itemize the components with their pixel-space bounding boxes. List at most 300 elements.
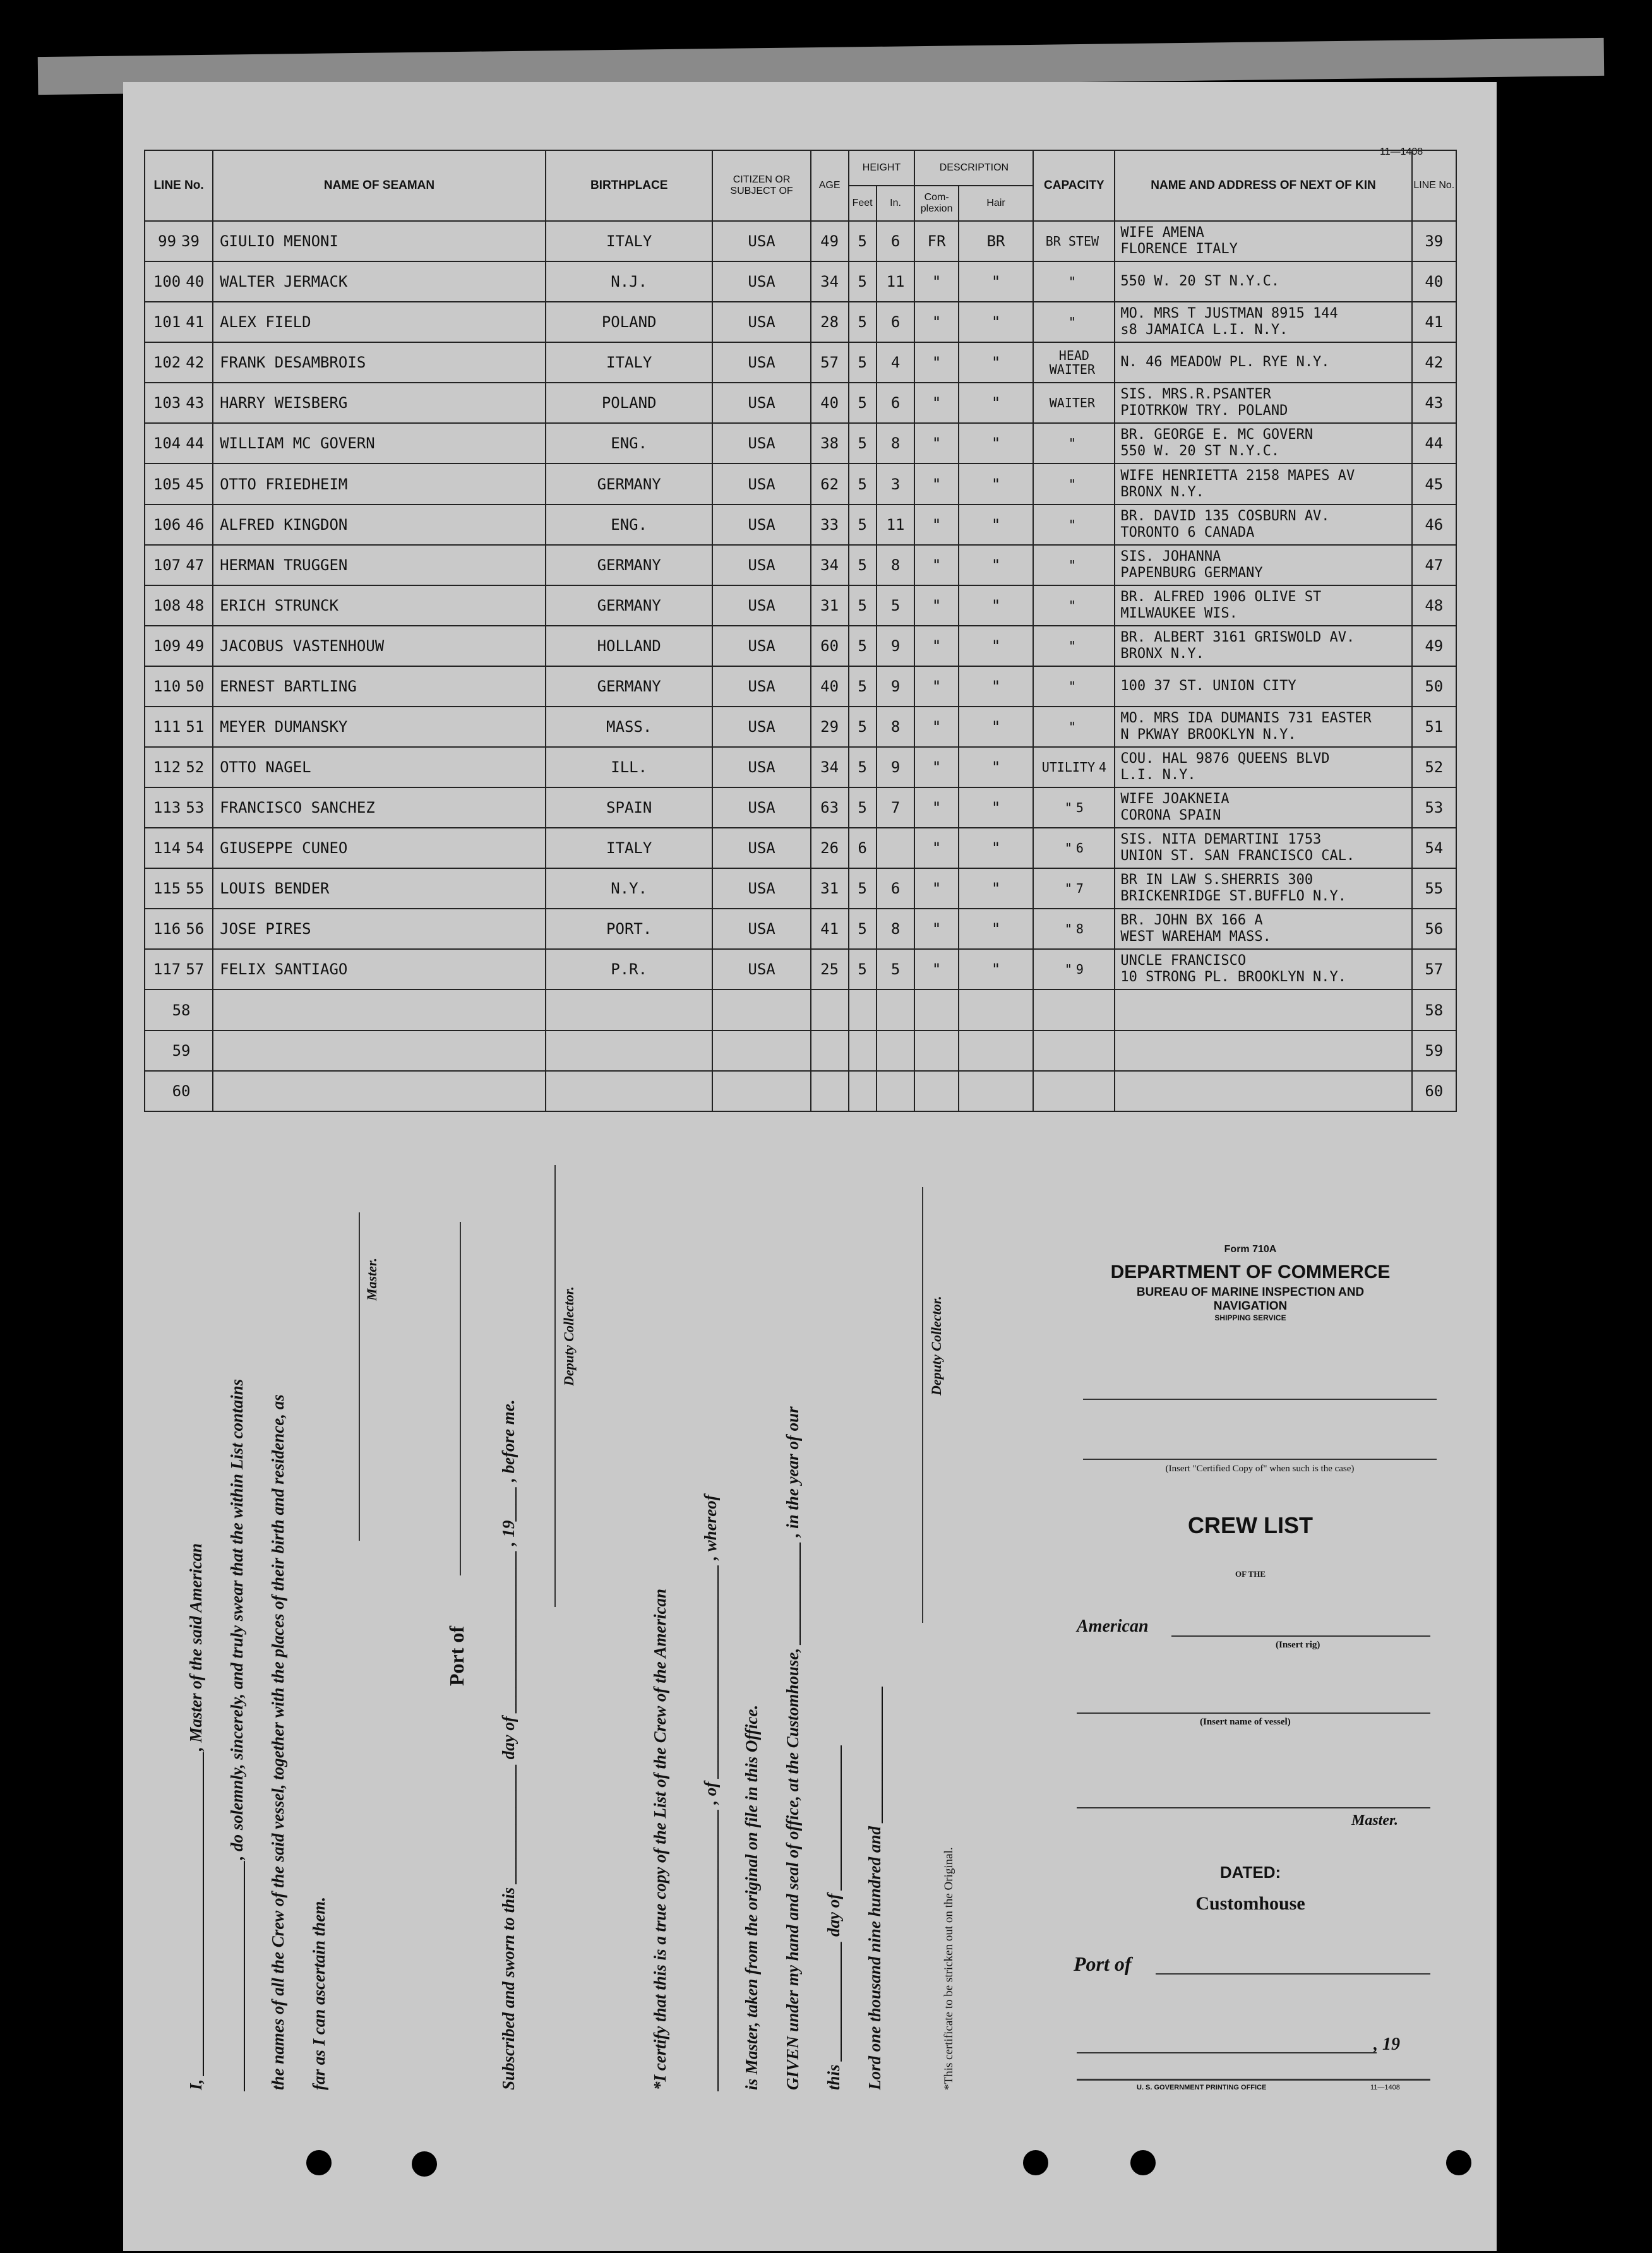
line-no-right-cell: 55 [1412,868,1456,909]
kin-line-1: BR IN LAW S.SHERRIS 300 [1120,872,1314,888]
cover-insert-vessel: (Insert name of vessel) [1200,1717,1291,1727]
crew-row [145,342,1456,383]
inches-cell: 5 [877,949,915,989]
col-citizen: CITIZEN OR SUBJECT OF [712,150,810,221]
inches-cell: 11 [877,261,915,302]
oath-subscribed: Subscribed and sworn to this ______________ day of ___________________ , 19____ , before me. [499,1399,518,2090]
name-cell: HARRY WEISBERG [213,383,546,423]
citizen-cell: USA [712,261,810,302]
sequence-number: 111 [153,717,181,736]
capacity-cell [1033,423,1115,463]
line-number: 49 [186,636,205,655]
cert-line-5: this ______________ day of _________________ [824,1744,843,2090]
line-number: 43 [186,394,205,412]
capacity-text: " [1068,314,1076,330]
age-cell [811,1031,849,1071]
name-cell: HERMAN TRUGGEN [213,545,546,585]
complexion-cell: " [914,423,958,463]
line-no-cell [145,949,213,989]
line-no-cell [145,302,213,342]
kin-line-1: COU. HAL 9876 QUEENS BLVD [1120,751,1330,767]
cover-vessel-line [1077,1712,1430,1714]
capacity-text: " [1068,638,1076,654]
kin-line-2: N PKWAY BROOKLYN N.Y. [1120,726,1296,743]
cover-service: SHIPPING SERVICE [1214,1313,1286,1322]
cert-deputy-label: Deputy Collector. [928,1296,944,1395]
line-no-right-cell: 52 [1412,747,1456,787]
feet-cell: 5 [849,949,877,989]
name-cell: WILLIAM MC GOVERN [213,423,546,463]
sequence-number: 109 [153,636,181,655]
cert-footnote: *This certificate to be stricken out on the Original. [942,1847,955,2090]
age-cell: 49 [811,221,849,261]
punch-hole [1130,2150,1156,2175]
cover-of-the: OF THE [1235,1569,1266,1579]
complexion-cell: " [914,342,958,383]
kin-cell [1115,787,1411,828]
line-no-cell [145,909,213,949]
hair-cell: " [959,505,1034,545]
tally-mark: 8 [1075,921,1084,937]
line-number: 41 [186,313,205,332]
inches-cell: 4 [877,342,915,383]
kin-line-2: N. 46 MEADOW PL. RYE N.Y. [1120,354,1330,371]
kin-cell [1115,585,1411,626]
line-number: 56 [186,920,205,938]
feet-cell: 5 [849,626,877,666]
citizen-cell: USA [712,383,810,423]
hair-cell: " [959,666,1034,707]
sequence-number: 104 [153,434,181,453]
age-cell: 40 [811,383,849,423]
kin-line-2: UNION ST. SAN FRANCISCO CAL. [1120,848,1355,864]
sequence-number: 116 [153,920,181,938]
inches-cell: 6 [877,383,915,423]
birthplace-cell: PORT. [546,909,712,949]
capacity-text: " [1064,921,1072,937]
line-no-cell [145,868,213,909]
col-complexion: Com- plexion [914,186,958,221]
line-number: 55 [186,880,205,898]
age-cell: 62 [811,463,849,504]
line-no-cell [145,666,213,707]
sequence-number: 106 [153,515,181,534]
col-hair: Hair [959,186,1034,221]
crew-row [145,261,1456,302]
age-cell: 31 [811,585,849,626]
capacity-cell [1033,828,1115,868]
cover-bureau: BUREAU OF MARINE INSPECTION AND NAVIGATION [1136,1286,1365,1313]
punch-hole [412,2151,437,2177]
kin-line-1: BR. JOHN BX 166 A [1120,912,1263,929]
cert-line-6: Lord one thousand nine hundred and ________________ [865,1685,884,2090]
line-no-right-cell: 51 [1412,707,1456,747]
kin-cell [1115,989,1411,1030]
feet-cell: 5 [849,747,877,787]
capacity-cell [1033,585,1115,626]
cover-master-label: Master. [1351,1812,1399,1829]
cover-port-line [1156,1973,1430,1975]
kin-line-1: WIFE JOAKNEIA [1120,791,1230,808]
cover-bottom-rule [1077,2079,1430,2081]
punch-hole [1023,2150,1048,2175]
name-cell [213,989,546,1030]
age-cell: 25 [811,949,849,989]
feet-cell: 5 [849,383,877,423]
capacity-cell [1033,221,1115,261]
crew-row [145,666,1456,707]
inches-cell: 8 [877,707,915,747]
feet-cell: 5 [849,787,877,828]
line-no-right-cell: 56 [1412,909,1456,949]
kin-line-1: SIS. NITA DEMARTINI 1753 [1120,832,1322,848]
birthplace-cell: ENG. [546,423,712,463]
capacity-text: HEAD WAITER [1049,348,1095,378]
sequence-number: 117 [153,960,181,979]
complexion-cell: FR [914,221,958,261]
feet-cell: 5 [849,545,877,585]
complexion-cell: " [914,909,958,949]
crew-row [145,868,1456,909]
col-line-no-right: LINE No. [1412,150,1456,221]
hair-cell: " [959,707,1034,747]
inches-cell: 9 [877,747,915,787]
citizen-cell: USA [712,949,810,989]
kin-cell [1115,1031,1411,1071]
line-no-cell [145,828,213,868]
line-number: 60 [172,1082,191,1100]
feet-cell [849,1031,877,1071]
tally-mark: 7 [1075,881,1084,897]
crew-row [145,1031,1456,1071]
kin-line-1: SIS. MRS.R.PSANTER [1120,386,1271,403]
oath-deputy-label: Deputy Collector. [561,1286,577,1386]
hair-cell: " [959,626,1034,666]
sequence-number: 108 [153,596,181,614]
col-capacity: CAPACITY [1033,150,1115,221]
deputy-signature-line-2 [922,1187,923,1623]
cover-port-label: Port of [1074,1952,1132,1975]
kin-line-2: MILWAUKEE WIS. [1120,605,1238,621]
capacity-text: " [1068,557,1076,573]
line-number: 50 [186,677,205,695]
sequence-number: 115 [153,880,181,898]
line-no-cell [145,1071,213,1111]
complexion-cell [914,1071,958,1111]
complexion-cell: " [914,828,958,868]
kin-line-1: WIFE HENRIETTA 2158 MAPES AV [1120,467,1355,484]
hair-cell: " [959,949,1034,989]
line-number: 57 [186,960,205,979]
inches-cell: 9 [877,626,915,666]
cover-printer: U. S. GOVERNMENT PRINTING OFFICE [1137,2084,1267,2091]
citizen-cell: USA [712,302,810,342]
port-line [460,1222,461,1575]
kin-cell [1115,221,1411,261]
cert-line-4: GIVEN under my hand and seal of office, at the Customhouse, ____________ , in the year of our [783,1406,802,2090]
crew-row [145,585,1456,626]
feet-cell: 6 [849,828,877,868]
kin-line-2: s8 JAMAICA L.I. N.Y. [1120,322,1288,338]
line-no-cell [145,261,213,302]
birthplace-cell: ITALY [546,828,712,868]
deputy-signature-line-1 [554,1165,556,1607]
master-signature-line [359,1212,360,1541]
sequence-number: 101 [153,313,181,332]
capacity-text: UTILITY [1041,760,1095,775]
kin-line-2: PAPENBURG GERMANY [1120,565,1263,581]
complexion-cell: " [914,868,958,909]
capacity-cell [1033,949,1115,989]
age-cell: 60 [811,626,849,666]
line-number: 44 [186,434,205,453]
complexion-cell: " [914,545,958,585]
feet-cell: 5 [849,585,877,626]
name-cell: ERNEST BARTLING [213,666,546,707]
crew-row [145,221,1456,261]
birthplace-cell: POLAND [546,302,712,342]
name-cell: FRANK DESAMBROIS [213,342,546,383]
capacity-cell [1033,463,1115,504]
crew-row [145,949,1456,989]
line-number: 54 [186,839,205,858]
col-name: NAME OF SEAMAN [213,150,546,221]
inches-cell: 11 [877,505,915,545]
capacity-cell [1033,1071,1115,1111]
name-cell: GIULIO MENONI [213,221,546,261]
citizen-cell: USA [712,221,810,261]
capacity-cell [1033,707,1115,747]
kin-line-1: BR. DAVID 135 COSBURN AV. [1120,508,1330,524]
cover-certified-note: (Insert "Certified Copy of" when such is the case) [1165,1464,1355,1474]
feet-cell: 5 [849,261,877,302]
crew-row [145,989,1456,1030]
feet-cell: 5 [849,666,877,707]
feet-cell: 5 [849,868,877,909]
line-no-right-cell: 40 [1412,261,1456,302]
sequence-number: 107 [153,556,181,574]
feet-cell: 5 [849,707,877,747]
birthplace-cell [546,989,712,1030]
birthplace-cell: P.R. [546,949,712,989]
line-no-cell [145,505,213,545]
hair-cell: BR [959,221,1034,261]
capacity-text: " [1064,800,1072,816]
cover-date-line [1077,2052,1377,2053]
tally-mark: 5 [1075,800,1084,816]
kin-line-2: WEST WAREHAM MASS. [1120,929,1271,945]
hair-cell: " [959,383,1034,423]
birthplace-cell: GERMANY [546,545,712,585]
feet-cell: 5 [849,423,877,463]
complexion-cell: " [914,261,958,302]
hair-cell: " [959,828,1034,868]
kin-line-2: CORONA SPAIN [1120,808,1221,824]
birthplace-cell: MASS. [546,707,712,747]
citizen-cell: USA [712,626,810,666]
age-cell: 29 [811,707,849,747]
kin-line-1: BR. ALFRED 1906 OLIVE ST [1120,589,1322,605]
name-cell: JACOBUS VASTENHOUW [213,626,546,666]
cover-panel [1074,1244,1427,1322]
sequence-number: 113 [153,799,181,817]
line-number: 47 [186,556,205,574]
name-cell: ERICH STRUNCK [213,585,546,626]
col-description: DESCRIPTION [914,150,1033,186]
name-cell: GIUSEPPE CUNEO [213,828,546,868]
line-number: 45 [186,475,205,493]
line-no-right-cell: 60 [1412,1071,1456,1111]
kin-line-2: 100 37 ST. UNION CITY [1120,678,1296,694]
hair-cell: " [959,342,1034,383]
capacity-cell [1033,545,1115,585]
age-cell: 57 [811,342,849,383]
feet-cell: 5 [849,342,877,383]
inches-cell [877,1071,915,1111]
name-cell: MEYER DUMANSKY [213,707,546,747]
tally-mark: 6 [1075,840,1084,856]
cover-rule-2 [1083,1459,1437,1460]
kin-cell [1115,707,1411,747]
complexion-cell: " [914,383,958,423]
kin-line-2: BRONX N.Y. [1120,484,1204,500]
cover-master-line [1077,1807,1430,1808]
inches-cell [877,1031,915,1071]
citizen-cell: USA [712,909,810,949]
hair-cell: " [959,747,1034,787]
cover-title: CREW LIST [1188,1512,1313,1538]
cover-rig-line [1171,1635,1430,1637]
line-number: 48 [186,596,205,614]
crew-row [145,626,1456,666]
cover-dated: DATED: [1219,1863,1281,1882]
citizen-cell [712,1071,810,1111]
hair-cell [959,1031,1034,1071]
kin-cell [1115,423,1411,463]
capacity-text: " [1068,436,1076,451]
line-no-right-cell: 45 [1412,463,1456,504]
line-no-cell [145,1031,213,1071]
complexion-cell: " [914,505,958,545]
kin-line-2: TORONTO 6 CANADA [1120,524,1255,541]
complexion-cell: " [914,302,958,342]
capacity-text: " [1068,678,1076,694]
birthplace-cell: ENG. [546,505,712,545]
oath-line-2: ___________________________, do solemnly, sincerely, and truly swear that the within List contains [227,1378,246,2090]
birthplace-cell: GERMANY [546,666,712,707]
crew-row [145,1071,1456,1111]
hair-cell: " [959,585,1034,626]
line-number: 59 [172,1041,191,1060]
tally-mark: 4 [1099,760,1107,775]
line-no-right-cell: 39 [1412,221,1456,261]
oath-line-3: the names of all the Crew of the said vessel, together with the places of their birth and residence, as [268,1394,287,2090]
kin-line-1: MO. MRS T JUSTMAN 8915 144 [1120,306,1338,322]
crew-row [145,383,1456,423]
line-no-cell [145,989,213,1030]
hair-cell: " [959,909,1034,949]
kin-cell [1115,1071,1411,1111]
kin-line-1: SIS. JOHANNA [1120,548,1221,565]
oath-line-4: far as I can ascertain them. [309,1896,328,2090]
kin-line-1: BR. ALBERT 3161 GRISWOLD AV. [1120,629,1355,645]
line-no-cell [145,545,213,585]
complexion-cell: " [914,747,958,787]
citizen-cell: USA [712,585,810,626]
line-no-right-cell: 48 [1412,585,1456,626]
crew-row [145,545,1456,585]
kin-line-1: MO. MRS IDA DUMANIS 731 EASTER [1120,710,1372,726]
line-number: 46 [186,515,205,534]
crew-row [145,463,1456,504]
capacity-text: " [1068,274,1076,290]
line-no-cell [145,221,213,261]
inches-cell: 6 [877,302,915,342]
form-number: 11—1408 [1380,146,1423,157]
sequence-number: 99 [158,232,177,251]
age-cell: 26 [811,828,849,868]
col-next-of-kin: NAME AND ADDRESS OF NEXT OF KIN [1115,150,1411,221]
col-inches: In. [877,186,915,221]
kin-cell [1115,302,1411,342]
kin-cell [1115,383,1411,423]
capacity-cell [1033,868,1115,909]
name-cell: ALFRED KINGDON [213,505,546,545]
kin-line-1: UNCLE FRANCISCO [1120,953,1247,969]
feet-cell [849,1071,877,1111]
line-no-right-cell: 58 [1412,989,1456,1030]
kin-cell [1115,545,1411,585]
citizen-cell: USA [712,707,810,747]
complexion-cell [914,1031,958,1071]
col-line-no: LINE No. [145,150,213,221]
age-cell: 33 [811,505,849,545]
crew-row [145,423,1456,463]
crew-row [145,909,1456,949]
inches-cell: 7 [877,787,915,828]
crew-row [145,707,1456,747]
line-no-cell [145,585,213,626]
sequence-number: 102 [153,354,181,372]
capacity-cell [1033,666,1115,707]
inches-cell: 9 [877,666,915,707]
capacity-text: " [1068,597,1076,613]
citizen-cell: USA [712,747,810,787]
capacity-text: " [1068,719,1076,734]
cover-department: DEPARTMENT OF COMMERCE [1110,1262,1391,1282]
capacity-text: WAITER [1049,395,1095,411]
inches-cell: 3 [877,463,915,504]
oath-line-1: I, ______________________________________, Master of the said American [186,1543,205,2090]
name-cell [213,1071,546,1111]
feet-cell: 5 [849,302,877,342]
hair-cell: " [959,787,1034,828]
citizen-cell: USA [712,463,810,504]
line-number: 51 [186,717,205,736]
kin-cell [1115,666,1411,707]
line-no-cell [145,423,213,463]
line-no-right-cell: 42 [1412,342,1456,383]
kin-line-2: 550 W. 20 ST N.Y.C. [1120,273,1280,290]
kin-line-1: BR. GEORGE E. MC GOVERN [1120,427,1314,443]
tally-mark: 9 [1075,962,1084,977]
sequence-number: 100 [153,273,181,291]
name-cell: WALTER JERMACK [213,261,546,302]
kin-line-2: 10 STRONG PL. BROOKLYN N.Y. [1120,969,1347,986]
line-no-cell [145,787,213,828]
name-cell: OTTO NAGEL [213,747,546,787]
cover-insert-rig: (Insert rig) [1276,1640,1320,1650]
